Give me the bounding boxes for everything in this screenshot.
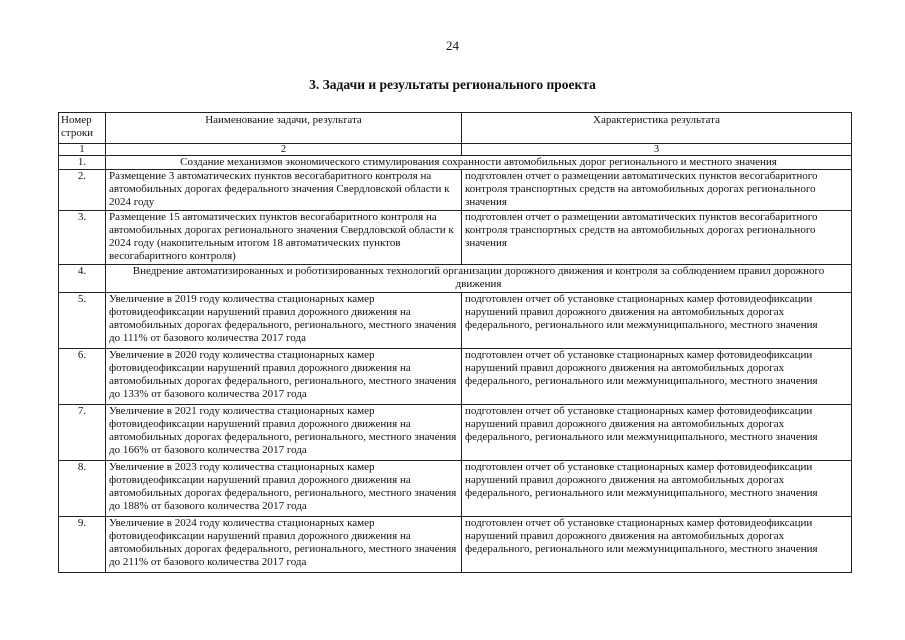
table-row <box>59 405 852 461</box>
row-number: 2. <box>59 170 106 211</box>
table-row <box>59 170 852 211</box>
task-cell: Размещение 15 автоматических пунктов весогабаритного контроля на автомобильных дорогах регионального значения Свердловской области к 2024 году (накопительным итогом 18 автоматических пунктов весогабаритного контроля) <box>106 211 462 265</box>
result-cell: подготовлен отчет об установке стационарных камер фотовидеофиксации нарушений правил дорожного движения на автомобильных дорогах федерального, регионального или межмуниципального, местного значения <box>462 349 852 405</box>
section-title: 3. Задачи и результаты регионального проекта <box>309 77 596 92</box>
task-cell: Увеличение в 2021 году количества стационарных камер фотовидеофиксации нарушений правил дорожного движения на автомобильных дорогах федерального, регионального, местного значения до 166% от базового количества 2017 года <box>106 405 462 461</box>
table-row <box>59 461 852 517</box>
result-cell: подготовлен отчет о размещении автоматических пунктов весогабаритного контроля транспортных средств на автомобильных дорогах регионального значения <box>462 170 852 211</box>
row-number: 6. <box>59 349 106 405</box>
column-number: 2 <box>106 144 462 156</box>
section-heading-cell: Внедрение автоматизированных и роботизированных технологий организации дорожного движения и контроля за соблюдением правил дорожного движения <box>106 265 852 293</box>
table-row <box>59 156 852 170</box>
column-number: 1 <box>59 144 106 156</box>
column-number: 3 <box>462 144 852 156</box>
row-number: 8. <box>59 461 106 517</box>
header-row-number: Номер строки <box>59 113 106 144</box>
result-cell: подготовлен отчет о размещении автоматических пунктов весогабаритного контроля транспортных средств на автомобильных дорогах регионального значения <box>462 211 852 265</box>
result-cell: подготовлен отчет об установке стационарных камер фотовидеофиксации нарушений правил дорожного движения на автомобильных дорогах федерального, регионального или межмуниципального, местного значения <box>462 405 852 461</box>
section-heading-cell: Создание механизмов экономического стимулирования сохранности автомобильных дорог регионального и местного значения <box>106 156 852 170</box>
header-task-name: Наименование задачи, результата <box>106 113 462 144</box>
result-cell: подготовлен отчет об установке стационарных камер фотовидеофиксации нарушений правил дорожного движения на автомобильных дорогах федерального, регионального или межмуниципального, местного значения <box>462 293 852 349</box>
task-cell: Размещение 3 автоматических пунктов весогабаритного контроля на автомобильных дорогах федерального значения Свердловской области к 2024 году <box>106 170 462 211</box>
task-cell: Увеличение в 2024 году количества стационарных камер фотовидеофиксации нарушений правил дорожного движения на автомобильных дорогах федерального, регионального, местного значения до 211% от базового количества 2017 года <box>106 517 462 573</box>
table-row <box>59 211 852 265</box>
task-cell: Увеличение в 2020 году количества стационарных камер фотовидеофиксации нарушений правил дорожного движения на автомобильных дорогах федерального, регионального, местного значения до 133% от базового количества 2017 года <box>106 349 462 405</box>
table-row <box>59 349 852 405</box>
row-number: 9. <box>59 517 106 573</box>
row-number: 1. <box>59 156 106 170</box>
header-result-characteristic: Характеристика результата <box>462 113 852 144</box>
result-cell: подготовлен отчет об установке стационарных камер фотовидеофиксации нарушений правил дорожного движения на автомобильных дорогах федерального, регионального или межмуниципального, местного значения <box>462 517 852 573</box>
task-cell: Увеличение в 2023 году количества стационарных камер фотовидеофиксации нарушений правил дорожного движения на автомобильных дорогах федерального, регионального, местного значения до 188% от базового количества 2017 года <box>106 461 462 517</box>
table-header-row <box>59 113 852 144</box>
column-numbers-row <box>59 144 852 156</box>
row-number: 7. <box>59 405 106 461</box>
page-number: 24 <box>446 38 459 53</box>
task-cell: Увеличение в 2019 году количества стационарных камер фотовидеофиксации нарушений правил дорожного движения на автомобильных дорогах федерального, регионального, местного значения до 111% от базового количества 2017 года <box>106 293 462 349</box>
tasks-results-table <box>58 112 852 573</box>
row-number: 5. <box>59 293 106 349</box>
row-number: 3. <box>59 211 106 265</box>
table-row <box>59 265 852 293</box>
table-row <box>59 517 852 573</box>
result-cell: подготовлен отчет об установке стационарных камер фотовидеофиксации нарушений правил дорожного движения на автомобильных дорогах федерального, регионального или межмуниципального, местного значения <box>462 461 852 517</box>
row-number: 4. <box>59 265 106 293</box>
table-row <box>59 293 852 349</box>
